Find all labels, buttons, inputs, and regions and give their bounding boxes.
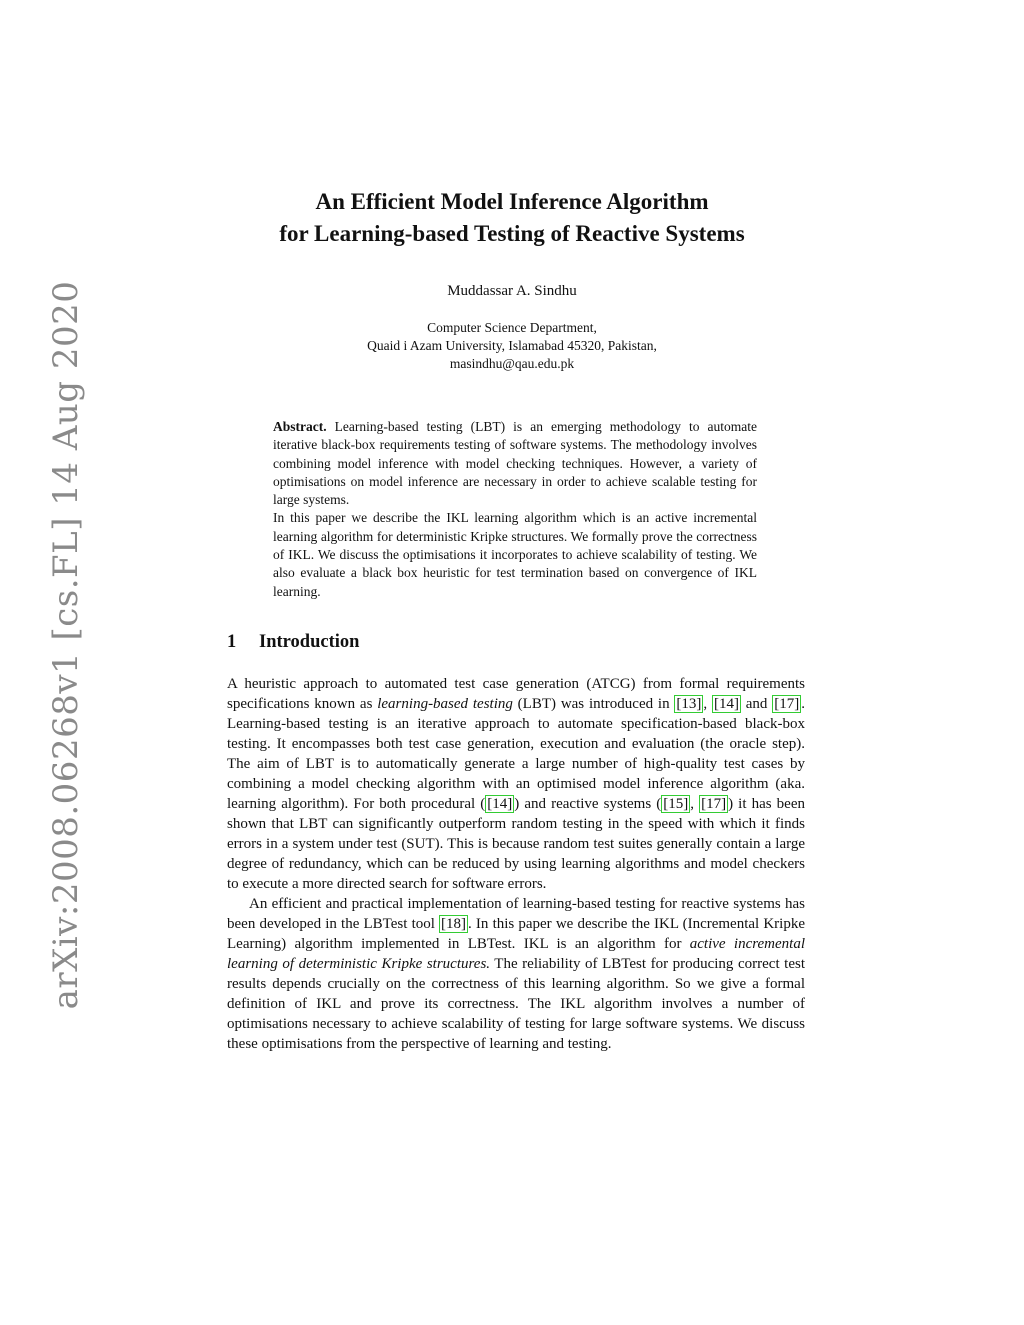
citation-link[interactable]: [18] bbox=[441, 916, 467, 932]
text-run: A heuristic approach to automated test case generation (ATCG) from formal requirements specifications known as bbox=[227, 676, 805, 712]
citation-link[interactable]: [17] bbox=[774, 696, 800, 712]
abstract-block bbox=[273, 418, 757, 601]
text-run: . Learning-based testing is an iterative approach to automate specification-based black-box testing. It encompasses both test case generation, execution and evaluation (the oracle step). The aim of LBT is to automatically generate a large number of high-quality test cases by combining a model checking algorithm with an optimised model inference algorithm (aka. learning algorithm). For both procedural ( bbox=[227, 696, 805, 812]
citation-link[interactable]: [15] bbox=[663, 796, 689, 812]
text-run: (LBT) was introduced in bbox=[512, 696, 675, 712]
section-title: Introduction bbox=[259, 632, 360, 652]
citation-link[interactable]: [17] bbox=[701, 796, 727, 812]
text-run: . In this paper we describe the IKL (Incremental Kripke Learning) algorithm implemented in LBTest. IKL is an algorithm for bbox=[227, 916, 805, 952]
section-heading bbox=[227, 632, 359, 653]
abstract-text-1: Learning-based testing (LBT) is an emerging methodology to automate iterative black-box requirements testing of software systems. The methodology involves combining model inference with model checking techniques. However, a variety of optimisations on model inference are necessary in order to achieve scalable testing for large systems. bbox=[273, 419, 758, 508]
author-email: masindhu@qau.edu.pk bbox=[449, 356, 575, 371]
text-run: ) it has been shown that LBT can significantly outperform random testing in the speed with which it finds errors in a system under test (SUT). This is because random test suites generally contain a large degree of redundancy, which can be reduced by using learning algorithms and model checkers to execute a more directed search for software errors. bbox=[227, 796, 805, 892]
intro-paragraph-1 bbox=[227, 674, 805, 894]
emphasis-text: active incremental learning of deterministic Kripke structures. bbox=[227, 936, 805, 972]
citation-link[interactable]: [14] bbox=[487, 796, 513, 812]
intro-paragraph-2 bbox=[227, 894, 805, 1054]
author-name: Muddassar A. Sindhu bbox=[447, 283, 577, 299]
citation-link[interactable]: [13] bbox=[676, 696, 702, 712]
affiliation-department: Computer Science Department, bbox=[427, 320, 597, 335]
introduction-body bbox=[227, 674, 805, 1054]
affiliation-block bbox=[0, 319, 1024, 373]
affiliation-university: Quaid i Azam University, Islamabad 45320, Pakistan, bbox=[367, 338, 657, 353]
text-run: , bbox=[703, 696, 712, 712]
abstract-paragraph-2: In this paper we describe the IKL learning algorithm which is an active incremental learning algorithm for deterministic Kripke structures. We formally prove the correctness of IKL. We discuss the optimisations it incorporates to achieve scalability of testing. We also evaluate a black box heuristic for test termination based on convergence of IKL learning. bbox=[273, 510, 757, 599]
citation-link[interactable]: [14] bbox=[713, 696, 739, 712]
emphasis-text: learning-based testing bbox=[377, 696, 513, 712]
text-run: and bbox=[740, 696, 773, 712]
arxiv-identifier-stamp: arXiv:2008.06268v1 [cs.FL] 14 Aug 2020 bbox=[46, 280, 86, 1010]
text-run: An efficient and practical implementation of learning-based testing for reactive systems has been developed in the LBTest tool bbox=[227, 896, 805, 932]
text-run: ) and reactive systems ( bbox=[514, 796, 662, 812]
abstract-paragraph-1 bbox=[273, 418, 757, 509]
abstract-label: Abstract. bbox=[273, 419, 327, 434]
section-number: 1 bbox=[227, 632, 237, 652]
text-run: The reliability of LBTest for producing correct test results depends crucially on the correctness of this learning algorithm. So we give a formal definition of IKL and prove its correctness. The IKL algorithm involves a number of optimisations necessary to achieve scalability of testing for large software systems. We discuss these optimisations from the perspective of learning and testing. bbox=[227, 956, 805, 1052]
paper-title bbox=[0, 186, 1024, 250]
title-line-2: for Learning-based Testing of Reactive Systems bbox=[279, 221, 745, 246]
title-line-1: An Efficient Model Inference Algorithm bbox=[315, 189, 709, 214]
text-run: , bbox=[690, 796, 700, 812]
